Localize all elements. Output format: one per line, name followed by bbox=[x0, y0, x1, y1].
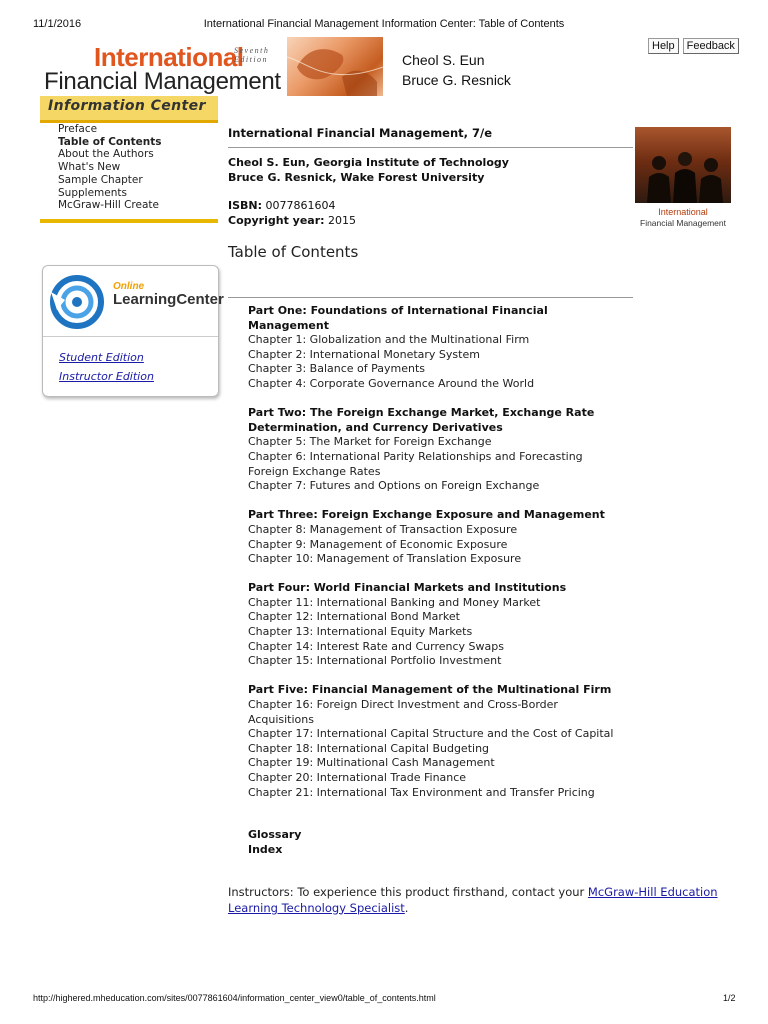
chapter-item[interactable]: Chapter 9: Management of Economic Exposure bbox=[248, 537, 508, 551]
nav-item-sample-chapter[interactable]: Sample Chapter bbox=[58, 173, 143, 186]
help-button[interactable]: Help bbox=[648, 38, 679, 54]
chapter-item[interactable]: Chapter 5: The Market for Foreign Exchange bbox=[248, 435, 492, 449]
nav-item-mcgraw-hill-create[interactable]: McGraw-Hill Create bbox=[58, 199, 159, 212]
nav-item-whats-new[interactable]: What's New bbox=[58, 161, 121, 174]
header-author-1: Cheol S. Eun bbox=[402, 52, 485, 68]
isbn-value: 0077861604 bbox=[265, 199, 336, 212]
cover-image bbox=[635, 127, 731, 203]
part-title[interactable]: Part Three: Foreign Exchange Exposure and Management bbox=[248, 508, 605, 522]
top-buttons bbox=[648, 38, 739, 54]
specialist-link[interactable]: McGraw-Hill Education Learning Technology Specialist bbox=[228, 885, 718, 915]
back-matter bbox=[248, 828, 301, 857]
nav-item-supplements[interactable]: Supplements bbox=[58, 186, 127, 199]
chapter-item[interactable]: Chapter 21: International Tax Environment and Transfer Pricing bbox=[248, 785, 595, 799]
brand-edition: Seventh Edition bbox=[234, 46, 270, 64]
chapter-item[interactable]: Chapter 6: International Parity Relationships and Forecasting bbox=[248, 449, 583, 463]
isbn-label: ISBN: bbox=[228, 199, 263, 212]
copyright-value: 2015 bbox=[328, 214, 357, 227]
instructors-note bbox=[228, 885, 728, 916]
header-author-2: Bruce G. Resnick bbox=[402, 72, 511, 88]
online-learning-center-box bbox=[42, 265, 224, 397]
chapter-item[interactable]: Chapter 16: Foreign Direct Investment and Cross-Border bbox=[248, 698, 558, 712]
olc-links bbox=[59, 348, 154, 386]
chapter-item[interactable]: Acquisitions bbox=[248, 712, 314, 726]
sidebar-nav bbox=[40, 123, 218, 223]
chapter-item[interactable]: Chapter 11: International Banking and Money Market bbox=[248, 595, 541, 609]
chapter-item[interactable]: Chapter 17: International Capital Structure and the Cost of Capital bbox=[248, 727, 614, 741]
part-title[interactable]: Determination, and Currency Derivatives bbox=[248, 420, 503, 434]
print-title: International Financial Management Information Center: Table of Contents bbox=[203, 18, 565, 30]
book-author-1: Cheol S. Eun, Georgia Institute of Technology bbox=[228, 156, 509, 169]
header-authors bbox=[402, 50, 511, 90]
toc-heading: Table of Contents bbox=[228, 243, 359, 261]
student-edition-link[interactable]: Student Edition bbox=[59, 351, 144, 364]
olc-logo-line1: Online bbox=[113, 281, 145, 292]
chapter-item[interactable]: Chapter 2: International Monetary System bbox=[248, 347, 480, 361]
olc-logo[interactable] bbox=[43, 266, 224, 337]
chapter-item[interactable]: Chapter 10: Management of Translation Exposure bbox=[248, 552, 522, 566]
toc-part bbox=[248, 304, 638, 392]
cover-title-2: Financial Management bbox=[640, 218, 726, 228]
toc-part bbox=[248, 581, 638, 669]
nav-item-table-of-contents[interactable]: Table of Contents bbox=[58, 135, 162, 148]
index-link[interactable]: Index bbox=[248, 842, 283, 856]
print-page: 1/2 bbox=[723, 993, 736, 1003]
header-photo bbox=[287, 37, 383, 96]
chapter-item[interactable]: Chapter 14: Interest Rate and Currency Swaps bbox=[248, 639, 504, 653]
book-author-2: Bruce G. Resnick, Wake Forest University bbox=[228, 171, 485, 184]
nav-item-about-the-authors[interactable]: About the Authors bbox=[58, 148, 154, 161]
globe-map-icon bbox=[287, 37, 383, 96]
glossary-link[interactable]: Glossary bbox=[248, 828, 302, 841]
information-center-label: Information Center bbox=[48, 98, 206, 114]
divider bbox=[228, 147, 633, 148]
information-center-bar bbox=[40, 96, 218, 123]
part-title[interactable]: Part Two: The Foreign Exchange Market, Exchange Rate bbox=[248, 406, 595, 420]
olc-logo-line2: LearningCenter bbox=[113, 291, 224, 308]
part-title[interactable]: Management bbox=[248, 318, 329, 332]
chapter-item[interactable]: Chapter 20: International Trade Finance bbox=[248, 771, 467, 784]
chapter-item[interactable]: Chapter 8: Management of Transaction Exposure bbox=[248, 522, 518, 536]
olc-swirl-icon bbox=[47, 270, 109, 332]
brand-line1: International bbox=[94, 42, 244, 72]
instructors-end: . bbox=[404, 900, 409, 915]
toc-part bbox=[248, 683, 638, 800]
chapter-item[interactable]: Chapter 7: Futures and Options on Foreign Exchange bbox=[248, 479, 540, 493]
chapter-item[interactable]: Chapter 12: International Bond Market bbox=[248, 610, 460, 624]
instructor-edition-link[interactable]: Instructor Edition bbox=[59, 370, 154, 383]
chapter-item[interactable]: Chapter 13: International Equity Markets bbox=[248, 625, 473, 639]
book-cover[interactable] bbox=[635, 127, 731, 247]
part-title[interactable]: Part Four: World Financial Markets and Institutions bbox=[248, 581, 567, 595]
book-title: International Financial Management, 7/e bbox=[228, 126, 493, 140]
divider bbox=[228, 297, 633, 298]
cover-title-1: International bbox=[658, 207, 708, 217]
nav-item-preface[interactable]: Preface bbox=[58, 123, 98, 135]
cover-people-image bbox=[635, 127, 731, 203]
part-title[interactable]: Part Five: Financial Management of the Multinational Firm bbox=[248, 683, 612, 697]
brand-line2: Financial Management bbox=[44, 68, 281, 95]
chapter-item[interactable]: Chapter 3: Balance of Payments bbox=[248, 362, 426, 376]
chapter-item[interactable]: Chapter 4: Corporate Governance Around the World bbox=[248, 376, 535, 390]
chapter-item[interactable]: Chapter 1: Globalization and the Multinational Firm bbox=[248, 333, 530, 347]
book-meta bbox=[228, 198, 356, 228]
chapter-item[interactable]: Foreign Exchange Rates bbox=[248, 464, 381, 478]
print-url: http://highered.mheducation.com/sites/0077861604/information_center_view0/table_of_contents.html bbox=[33, 993, 436, 1003]
print-date: 11/1/2016 bbox=[33, 18, 82, 30]
feedback-button[interactable]: Feedback bbox=[683, 38, 739, 54]
book-authors bbox=[228, 155, 509, 185]
part-title[interactable]: Part One: Foundations of International Financial bbox=[248, 304, 548, 317]
chapter-item[interactable]: Chapter 19: Multinational Cash Management bbox=[248, 756, 495, 770]
instructors-text: Instructors: To experience this product firsthand, contact your bbox=[228, 885, 588, 899]
toc-part bbox=[248, 406, 638, 494]
chapter-item[interactable]: Chapter 18: International Capital Budgeting bbox=[248, 741, 490, 755]
toc-part bbox=[248, 508, 638, 566]
chapter-item[interactable]: Chapter 15: International Portfolio Investment bbox=[248, 654, 502, 668]
table-of-contents bbox=[248, 304, 638, 815]
copyright-label: Copyright year: bbox=[228, 214, 325, 227]
